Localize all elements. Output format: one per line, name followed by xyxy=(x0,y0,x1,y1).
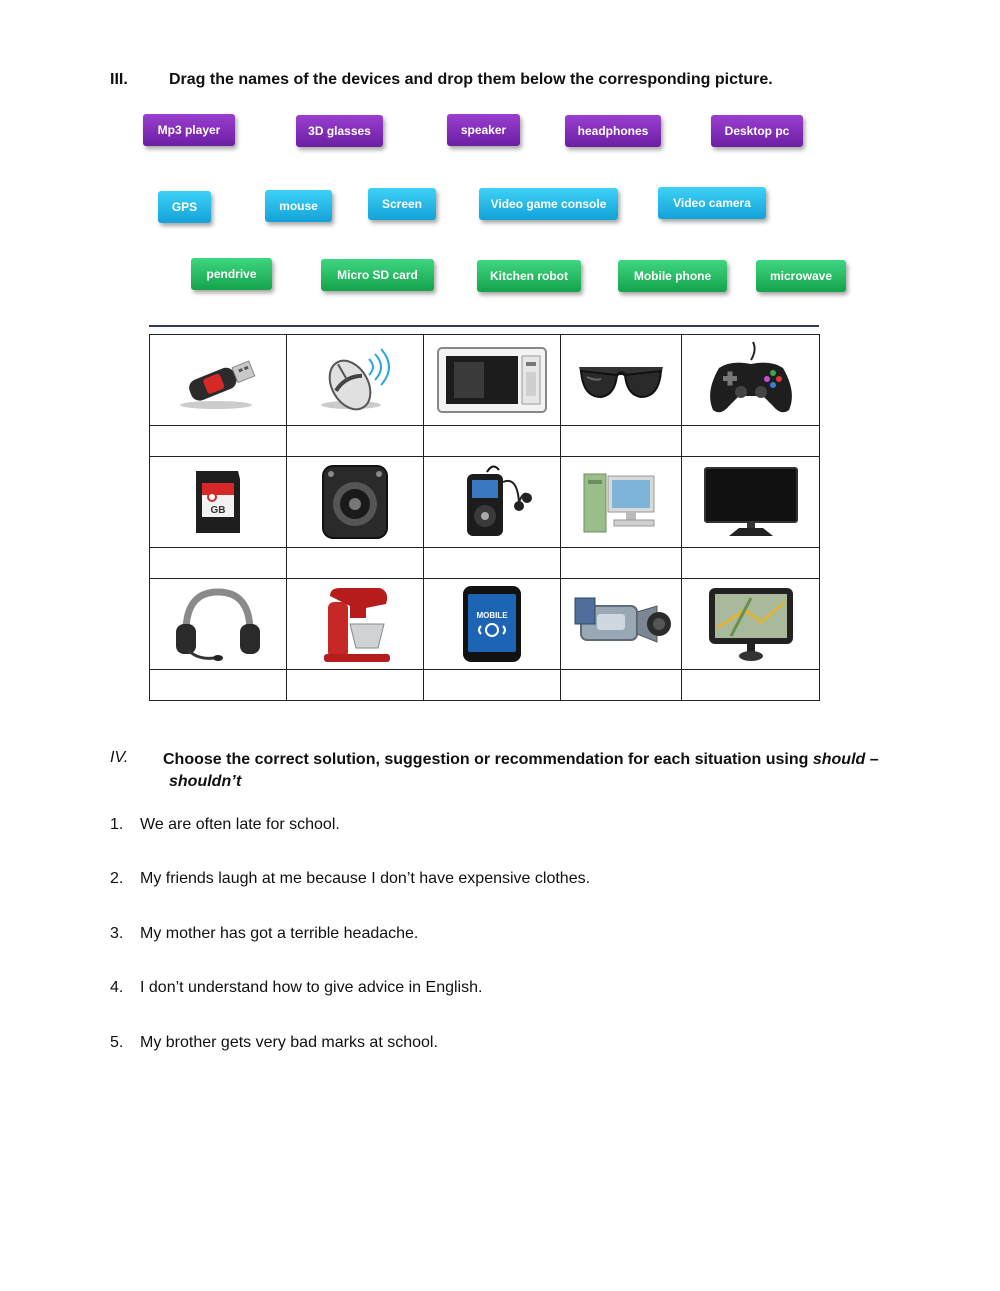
picture-cell xyxy=(682,335,820,426)
drop-zone[interactable] xyxy=(682,670,820,701)
question-number: 5. xyxy=(110,1034,124,1051)
speaker-icon xyxy=(315,462,395,542)
kitchen-robot-icon xyxy=(310,584,400,664)
instruction-should: should xyxy=(812,751,866,768)
chip-desktop-pc[interactable]: Desktop pc xyxy=(711,115,803,147)
video-camera-icon xyxy=(571,584,671,664)
question-item xyxy=(110,870,590,888)
3d-glasses-icon xyxy=(571,345,671,415)
chip-3d-glasses[interactable]: 3D glasses xyxy=(296,115,383,147)
section-4-instruction xyxy=(163,749,883,793)
chip-speaker[interactable]: speaker xyxy=(447,114,520,146)
mp3-player-icon xyxy=(447,462,537,542)
microwave-icon xyxy=(434,342,550,418)
drop-zone[interactable] xyxy=(561,548,682,579)
picture-cell xyxy=(287,579,424,670)
chip-gps[interactable]: GPS xyxy=(158,191,211,223)
chip-video-camera[interactable]: Video camera xyxy=(658,187,766,219)
chip-video-game-console[interactable]: Video game console xyxy=(479,188,618,220)
question-item xyxy=(110,979,482,997)
question-number: 2. xyxy=(110,870,124,887)
question-text: My friends laugh at me because I don’t have expensive clothes. xyxy=(140,870,591,887)
chip-mouse[interactable]: mouse xyxy=(265,190,332,222)
drop-zone[interactable] xyxy=(287,670,424,701)
drop-zone[interactable] xyxy=(561,426,682,457)
pendrive-icon xyxy=(168,345,268,415)
gps-icon xyxy=(701,584,801,664)
section-3-number: III. xyxy=(110,71,128,88)
drop-zone[interactable] xyxy=(287,548,424,579)
drop-zone[interactable] xyxy=(424,670,561,701)
device-picture-grid xyxy=(149,334,820,701)
drop-zone[interactable] xyxy=(424,548,561,579)
drop-zone[interactable] xyxy=(682,426,820,457)
picture-cell xyxy=(287,335,424,426)
picture-cell xyxy=(424,579,561,670)
chip-microwave[interactable]: microwave xyxy=(756,260,846,292)
picture-cell xyxy=(424,457,561,548)
question-text: I don’t understand how to give advice in English. xyxy=(140,979,483,996)
question-item xyxy=(110,1034,438,1052)
game-controller-icon xyxy=(701,340,801,420)
question-item xyxy=(110,816,340,834)
picture-cell xyxy=(561,579,682,670)
instruction-dash: – xyxy=(865,751,879,768)
chip-mobile-phone[interactable]: Mobile phone xyxy=(618,260,727,292)
question-text: My brother gets very bad marks at school. xyxy=(140,1034,438,1051)
chip-micro-sd-card[interactable]: Micro SD card xyxy=(321,259,434,291)
drop-zone[interactable] xyxy=(150,548,287,579)
phone-screen-label: MOBILE xyxy=(476,611,508,620)
question-text: We are often late for school. xyxy=(140,816,340,833)
drop-zone[interactable] xyxy=(287,426,424,457)
picture-cell xyxy=(682,579,820,670)
picture-cell xyxy=(150,457,287,548)
picture-cell xyxy=(150,335,287,426)
question-text: My mother has got a terrible headache. xyxy=(140,925,419,942)
section-4-number: IV. xyxy=(110,749,129,766)
chip-pendrive[interactable]: pendrive xyxy=(191,258,272,290)
drop-zone[interactable] xyxy=(561,670,682,701)
picture-cell xyxy=(561,335,682,426)
instruction-text: Choose the correct solution, suggestion or recommendation for each situation using xyxy=(163,751,813,768)
drop-zone[interactable] xyxy=(424,426,561,457)
chip-mp3-player[interactable]: Mp3 player xyxy=(143,114,235,146)
grid-top-rule xyxy=(149,325,819,327)
question-number: 3. xyxy=(110,925,124,942)
drop-zone[interactable] xyxy=(150,426,287,457)
drop-zone[interactable] xyxy=(682,548,820,579)
desktop-pc-icon xyxy=(576,462,666,542)
chip-kitchen-robot[interactable]: Kitchen robot xyxy=(477,260,581,292)
drop-zone[interactable] xyxy=(150,670,287,701)
sd-card-icon xyxy=(178,467,258,537)
mouse-icon xyxy=(305,345,405,415)
chip-screen[interactable]: Screen xyxy=(368,188,436,220)
picture-cell xyxy=(682,457,820,548)
headphones-icon xyxy=(168,584,268,664)
screen-icon xyxy=(699,462,803,542)
mobile-phone-icon xyxy=(457,584,527,664)
question-item xyxy=(110,925,418,943)
sd-card-gb-label: GB xyxy=(210,505,226,516)
picture-cell xyxy=(287,457,424,548)
picture-cell xyxy=(561,457,682,548)
question-number: 4. xyxy=(110,979,124,996)
chip-headphones[interactable]: headphones xyxy=(565,115,661,147)
section-3-instruction: Drag the names of the devices and drop them below the corresponding picture. xyxy=(169,71,773,88)
picture-cell xyxy=(424,335,561,426)
question-number: 1. xyxy=(110,816,124,833)
instruction-shouldnt: shouldn’t xyxy=(169,773,242,790)
picture-cell xyxy=(150,579,287,670)
